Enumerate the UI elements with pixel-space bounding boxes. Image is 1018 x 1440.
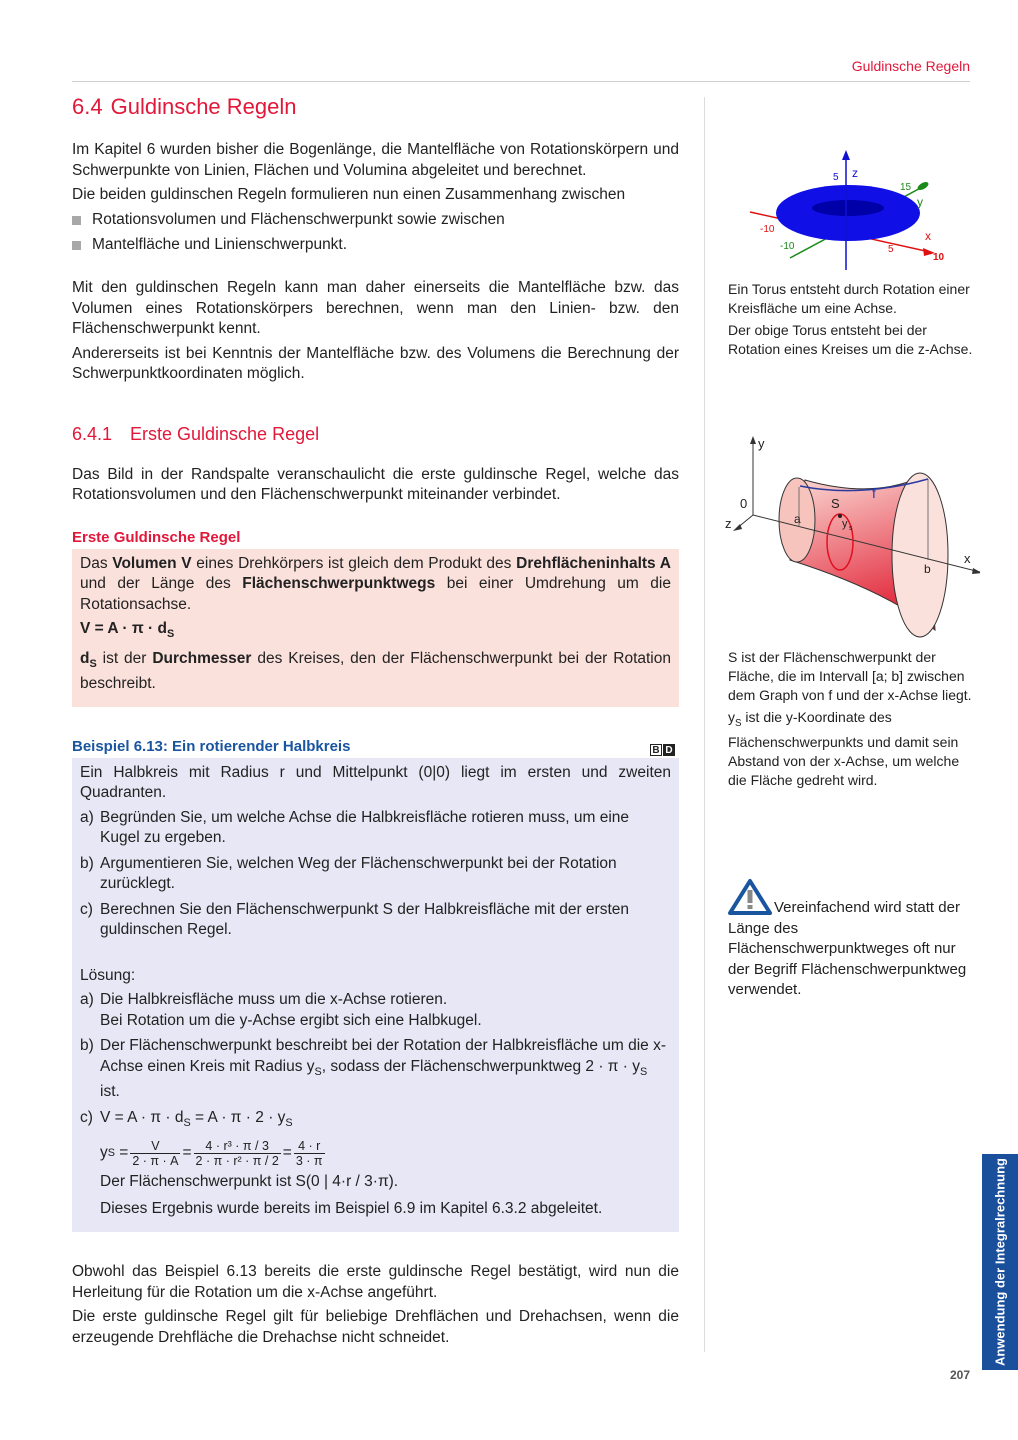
- centroid-result: Der Flächenschwerpunkt ist S(0 | 4·r / 3·π).: [100, 1173, 399, 1191]
- bullet-item: Mantelfläche und Linienschwerpunkt.: [72, 235, 679, 256]
- section-body: [72, 278, 679, 389]
- paragraph: Mit den guldinschen Regeln kann man daher einerseits die Mantelfläche bzw. das Volumen eines Rotationskörpers berechnen, wenn man den Linien- bzw. den Flächenschwerpunkt kennt.: [72, 279, 679, 337]
- paragraph: Die erste guldinsche Regel gilt für beliebige Drehflächen und Drehachsen, wenn die erzeugende Drehfläche die Drehachse nicht schneidet.: [72, 1308, 679, 1346]
- solution-a: a) Die Halbkreisfläche muss um die x-Achse rotieren. Bei Rotation um die y-Achse ergibt sich eine Halbkugel.: [80, 991, 482, 1029]
- svg-text:x: x: [964, 551, 971, 566]
- svg-text:0: 0: [740, 496, 748, 511]
- example-block: [72, 737, 679, 1232]
- svg-text:z: z: [852, 166, 858, 180]
- ys-derivation: y S = $\frac{V}{2 \cdot \pi \cdot A}$ = $\frac{\text{4 · r³ · π / 3}}{\text{2 · π · r² · π / 2}}$ = $\frac{4 \cdot r}{3 \cdot \pi}$: [100, 1139, 323, 1169]
- solution-label: Lösung:: [80, 966, 136, 984]
- svg-text:5: 5: [833, 172, 839, 183]
- rule-definition: $d_S$ ist der Durchmesser des Kreises, den der Flächenschwerpunkt bei der Rotation beschreibt.: [80, 649, 671, 693]
- page-number: 207: [949, 1368, 970, 1382]
- badge-b: B: [650, 744, 662, 756]
- svg-text:x: x: [925, 229, 931, 243]
- intro-paragraph-1: Im Kapitel 6 wurden bisher die Bogenlänge, die Mantelfläche von Rotationskörpern und Schwerpunkte von Linien, Flächen und Volumina abgeleitet und berechnet.: [72, 141, 679, 179]
- torus-figure: [740, 150, 960, 275]
- torus-captions: [728, 280, 973, 362]
- svg-text:-10: -10: [780, 241, 795, 252]
- chapter-tab: [982, 1154, 1018, 1370]
- chapter-tab-label: Anwendung der Integralrechnung: [992, 1157, 1008, 1367]
- svg-text:y: y: [842, 518, 848, 530]
- solid-captions: [728, 648, 973, 793]
- result-note: Dieses Ergebnis wurde bereits im Beispiel 6.9 im Kapitel 6.3.2 abgeleitet.: [100, 1199, 603, 1217]
- closing-text: [72, 1262, 679, 1352]
- task-b: b) Argumentieren Sie, welchen Weg der Flächenschwerpunkt bei der Rotation zurücklegt.: [80, 854, 617, 892]
- rule-text: Das Volumen V eines Drehkörpers ist gleich dem Produkt des Drehflächeninhalts A und der Länge des Flächenschwerpunktwegs bei einer Umdrehung um die Rotationsachse.: [80, 554, 671, 613]
- example-intro: Ein Halbkreis mit Radius r und Mittelpunkt (0|0) liegt im ersten und zweiten Quadranten.: [80, 763, 671, 801]
- example-title: Beispiel 6.13: Ein rotierender Halbkreis: [72, 738, 351, 755]
- subsection-intro: Das Bild in der Randspalte veranschaulicht die erste guldinsche Regel, welche das Rotationsvolumen und den Flächenschwerpunkt miteinander verbindet.: [72, 465, 679, 503]
- rule-title: Erste Guldinsche Regel: [72, 529, 241, 546]
- svg-text:z: z: [725, 516, 732, 531]
- solid-of-revolution-figure: [720, 430, 980, 645]
- svg-text:f: f: [872, 485, 876, 501]
- task-c: c) Berechnen Sie den Flächenschwerpunkt S der Halbkreisfläche mit der ersten guldinschen Regel.: [80, 900, 629, 938]
- header-divider: [72, 81, 970, 82]
- svg-text:a: a: [794, 512, 801, 526]
- column-divider: [704, 97, 705, 1352]
- svg-text:-10: -10: [760, 224, 775, 235]
- svg-text:5: 5: [888, 244, 894, 255]
- warning-icon: [728, 878, 772, 916]
- svg-text:y: y: [917, 195, 923, 209]
- task-a: a) Begründen Sie, um welche Achse die Halbkreisfläche rotieren muss, um eine Kugel zu ergeben.: [80, 808, 629, 846]
- svg-text:y: y: [758, 436, 765, 451]
- rule-box: [72, 549, 679, 707]
- warning-note: Vereinfachend wird statt der Länge des Flächenschwerpunktweges oft nur der Begriff Flächenschwerpunktweg verwendet.: [728, 878, 973, 1001]
- rule-formula: $V = A \cdot \pi \cdot d_S$: [80, 620, 175, 641]
- svg-text:s: s: [849, 525, 853, 532]
- subsection: [72, 424, 679, 510]
- badge-d: D: [663, 744, 675, 756]
- caption: S ist der Flächenschwerpunkt der Fläche, die im Intervall [a; b] zwischen dem Graph von f und der x-Achse liegt.: [728, 649, 972, 703]
- intro-paragraph-2: Die beiden guldinschen Regeln formulieren nun einen Zusammenhang zwischen: [72, 186, 626, 203]
- svg-text:15: 15: [900, 182, 912, 193]
- subsection-title: 6.4.1 Erste Guldinsche Regel: [72, 424, 320, 444]
- section-intro: [72, 94, 679, 261]
- running-head: Guldinsche Regeln: [851, 58, 970, 74]
- svg-text:10: 10: [933, 252, 945, 263]
- rule-block: [72, 528, 679, 707]
- bullet-list: [72, 210, 679, 256]
- caption: Der obige Torus entsteht bei der Rotation eines Kreises um die z-Achse.: [728, 322, 973, 357]
- solution-c: c) $V = A \cdot \pi \cdot d_S = A \cdot \pi \cdot 2 \cdot y_S$ y S = $\frac{V}{2 \cdot \pi \cdot A}$ = $\frac{\text{4 · r³ · π / 3}}{\text{2 · π · r² · π / 2}}$ = $\frac{4 \cdot r}{3 \cdot \pi}$ Der Flächenschwerpunkt ist S(0 | 4·r / 3·π). Dieses Ergebnis wurde bereits im Beispiel 6.9 im Kapitel 6.3.2 abgeleitet.: [80, 1108, 671, 1220]
- caption: $y_S$ ist die y-Koordinate des Flächenschwerpunkts und damit sein Abstand von der x-Achse, um welche die Fläche gedreht wird.: [728, 709, 960, 788]
- bullet-item: Rotationsvolumen und Flächenschwerpunkt sowie zwischen: [72, 210, 679, 231]
- solution-b: b) Der Flächenschwerpunkt beschreibt bei der Rotation der Halbkreisfläche um die x-Achse einen Kreis mit Radius $y_S$, sodass der Flächenschwerpunktweg $2 \cdot \pi \cdot y_S$ ist.: [80, 1037, 667, 1101]
- paragraph: Andererseits ist bei Kenntnis der Mantelfläche bzw. des Volumens die Berechnung der Schwerpunktkoordinaten möglich.: [72, 344, 679, 382]
- paragraph: Obwohl das Beispiel 6.13 bereits die erste guldinsche Regel bestätigt, wird nun die Herleitung für die Rotation um die x-Achse angeführt.: [72, 1263, 679, 1301]
- caption: Ein Torus entsteht durch Rotation einer Kreisfläche um eine Achse.: [728, 281, 970, 316]
- section-title: 6.4 Guldinsche Regeln: [72, 94, 297, 119]
- example-box: [72, 758, 679, 1233]
- svg-text:b: b: [924, 562, 931, 576]
- svg-text:S: S: [831, 496, 840, 511]
